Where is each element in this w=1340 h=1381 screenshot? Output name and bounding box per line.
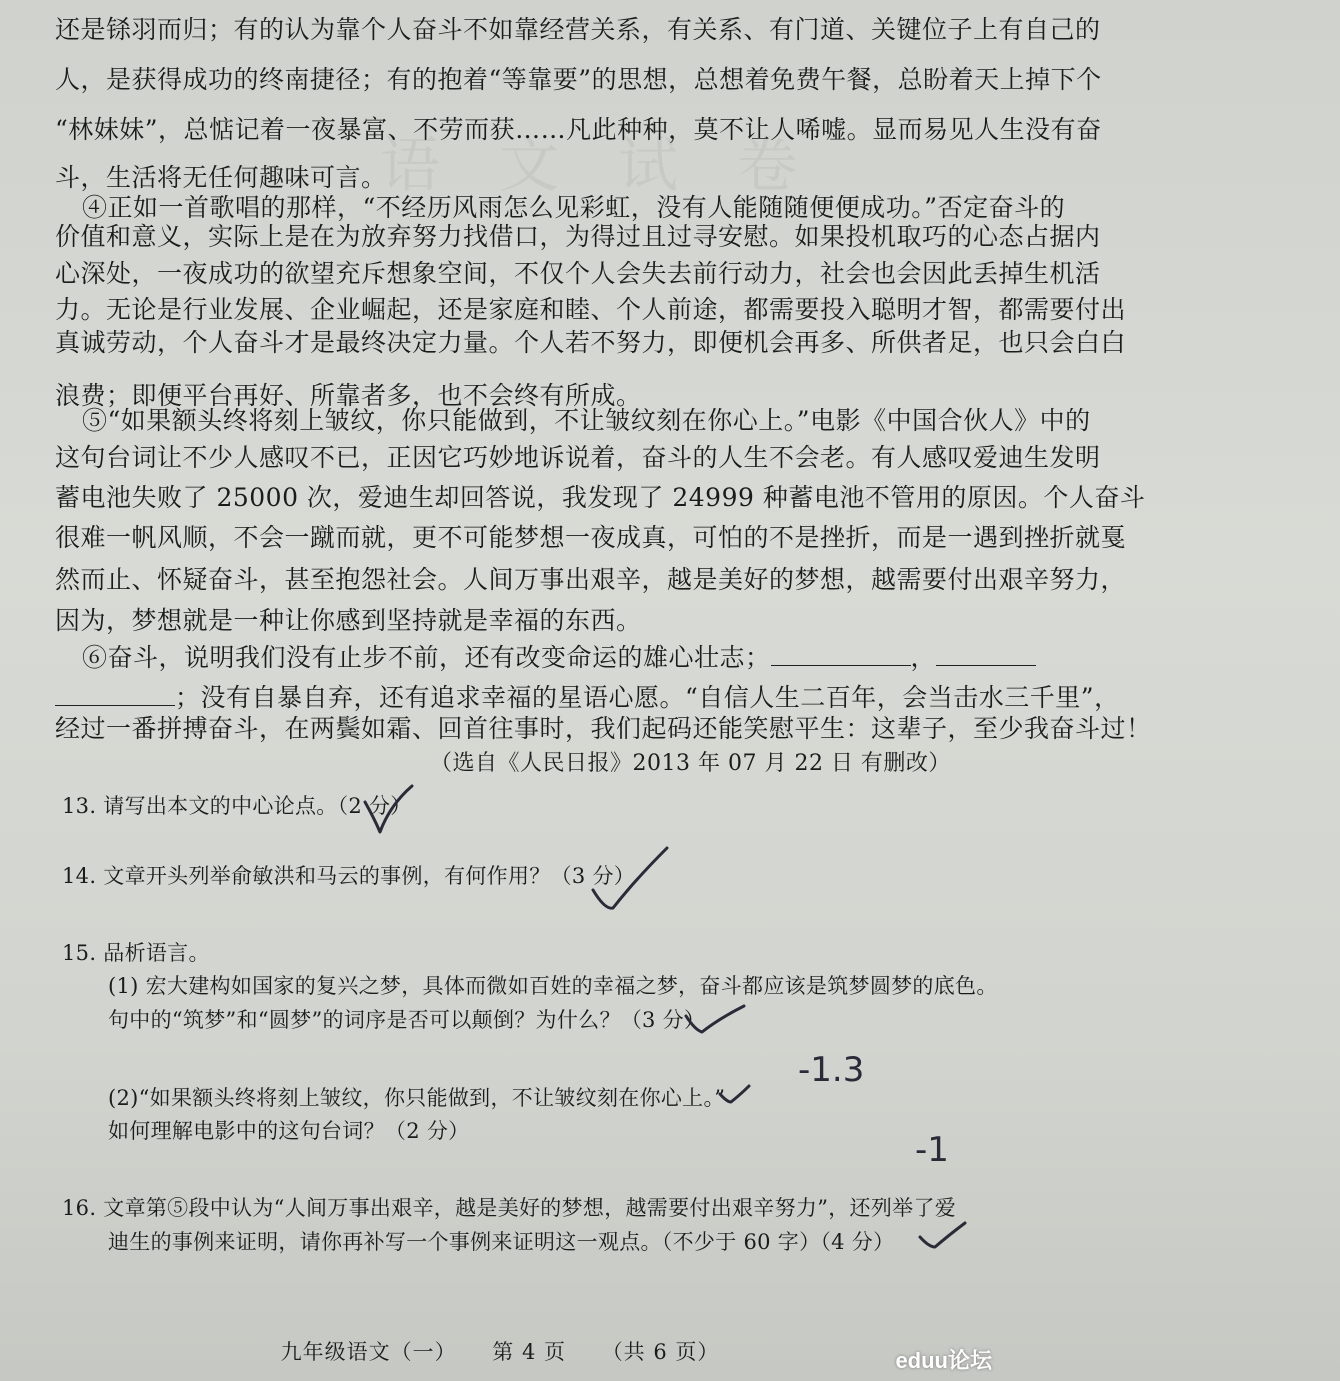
page-footer bbox=[0, 1336, 1000, 1366]
question-15-2: (2)“如果额头终将刻上皱纹，你只能做到，不让皱纹刻在你心上。” bbox=[108, 1086, 726, 1110]
paragraph-4-line: ④正如一首歌唱的那样，“不经历风雨怎么见彩虹，没有人能随随便便成功。”否定奋斗的 bbox=[82, 193, 1066, 222]
checkmark-icon bbox=[715, 1080, 755, 1110]
text-line: 心深处，一夜成功的欲望充斥想象空间，不仅个人会失去前行动力，社会也会因此丢掉生机活 bbox=[55, 259, 1101, 288]
paragraph-5-line: ⑤“如果额头终将刻上皱纹，你只能做到，不让皱纹刻在你心上。”电影《中国合伙人》中的 bbox=[82, 406, 1091, 435]
text-line: 因为，梦想就是一种让你感到坚持就是幸福的东西。 bbox=[55, 606, 642, 635]
answer-blank bbox=[936, 665, 1036, 666]
checkmark-icon bbox=[585, 840, 675, 920]
text-line: 然而止、怀疑奋斗，甚至抱怨社会。人间万事出艰辛，越是美好的梦想，越需要付出艰辛努力， bbox=[55, 565, 1127, 594]
footer-subject: 九年级语文（一） bbox=[280, 1340, 457, 1364]
question-15: 15. 品析语言。 bbox=[62, 941, 210, 965]
text-line: 人，是获得成功的终南捷径；有的抱着“等靠要”的思想，总想着免费午餐，总盼着天上掉下个 bbox=[55, 65, 1102, 94]
question-13: 13. 请写出本文的中心论点。（2 分） bbox=[62, 794, 412, 818]
text-line: 浪费；即便平台再好、所靠者多，也不会终有所成。 bbox=[55, 381, 642, 410]
text-line: 力。无论是行业发展、企业崛起，还是家庭和睦、个人前途，都需要投入聪明才智，都需要付出 bbox=[55, 295, 1127, 324]
question-16-cont: 迪生的事例来证明，请你再补写一个事例来证明这一观点。（不少于 60 字）（4 分） bbox=[108, 1230, 895, 1254]
p6-text: ；没有自暴自弃，还有追求幸福的星语心愿。“自信人生二百年，会当击水三千里”， bbox=[175, 683, 1120, 712]
answer-blank bbox=[55, 705, 175, 706]
text-line: 这句台词让不少人感叹不已，正因它巧妙地诉说着，奋斗的人生不会老。有人感叹爱迪生发明 bbox=[55, 443, 1101, 472]
text-line: 还是铩羽而归；有的认为靠个人奋斗不如靠经营关系，有关系、有门道、关键位子上有自己的 bbox=[55, 15, 1101, 44]
text-line: 蓄电池失败了 25000 次，爱迪生却回答说，我发现了 24999 种蓄电池不管用的原因。个人奋斗 bbox=[55, 483, 1146, 512]
question-16: 16. 文章第⑤段中认为“人间万事出艰辛，越是美好的梦想，越需要付出艰辛努力”，还列举了爱 bbox=[62, 1196, 957, 1220]
source-citation: （选自《人民日报》2013 年 07 月 22 日 有删改） bbox=[430, 751, 951, 776]
text-line: 斗，生活将无任何趣味可言。 bbox=[55, 163, 387, 192]
checkmark-icon bbox=[360, 780, 420, 840]
checkmark-icon bbox=[915, 1215, 970, 1255]
answer-blank bbox=[771, 665, 911, 666]
p6-text: ⑥奋斗，说明我们没有止步不前，还有改变命运的雄心壮志； bbox=[82, 643, 771, 672]
question-15-1-prompt: 句中的“筑梦”和“圆梦”的词序是否可以颠倒？为什么？（3 分） bbox=[108, 1008, 706, 1032]
text-line: 价值和意义，实际上是在为放弃努力找借口，为得过且过寻安慰。如果投机取巧的心态占据内 bbox=[55, 222, 1101, 251]
text-line: “林妹妹”，总惦记着一夜暴富、不劳而获……凡此种种，莫不让人唏嘘。显而易见人生没有奋 bbox=[55, 115, 1102, 144]
text-line: 很难一帆风顺，不会一蹴而就，更不可能梦想一夜成真，可怕的不是挫折，而是一遇到挫折就戛 bbox=[55, 523, 1127, 552]
footer-page: 第 4 页 bbox=[492, 1340, 566, 1364]
question-15-2-prompt: 如何理解电影中的这句台词？（2 分） bbox=[108, 1119, 470, 1143]
score-mark: -1.3 bbox=[798, 1050, 865, 1090]
text-line: 真诚劳动，个人奋斗才是最终决定力量。个人若不努力，即便机会再多、所供者足，也只会白白 bbox=[55, 328, 1127, 357]
side-score-mark: -1 bbox=[915, 1130, 949, 1170]
checkmark-icon bbox=[680, 1000, 750, 1040]
watermark-logo: eduu论坛 bbox=[895, 1348, 992, 1373]
paragraph-6-line: ⑥奋斗，说明我们没有止步不前，还有改变命运的雄心壮志； ， bbox=[82, 640, 992, 676]
question-14: 14. 文章开头列举俞敏洪和马云的事例，有何作用？（3 分） bbox=[62, 864, 636, 888]
question-15-1: (1) 宏大建构如国家的复兴之梦，具体而微如百姓的幸福之梦，奋斗都应该是筑梦圆梦的底色。 bbox=[108, 974, 998, 998]
bleed-through-text: 语 文 试 卷 bbox=[380, 131, 818, 201]
text-line: 经过一番拼搏奋斗，在两鬓如霜、回首往事时，我们起码还能笑慰平生：这辈子，至少我奋斗过！ bbox=[55, 714, 1152, 743]
footer-total: （共 6 页） bbox=[601, 1340, 720, 1364]
